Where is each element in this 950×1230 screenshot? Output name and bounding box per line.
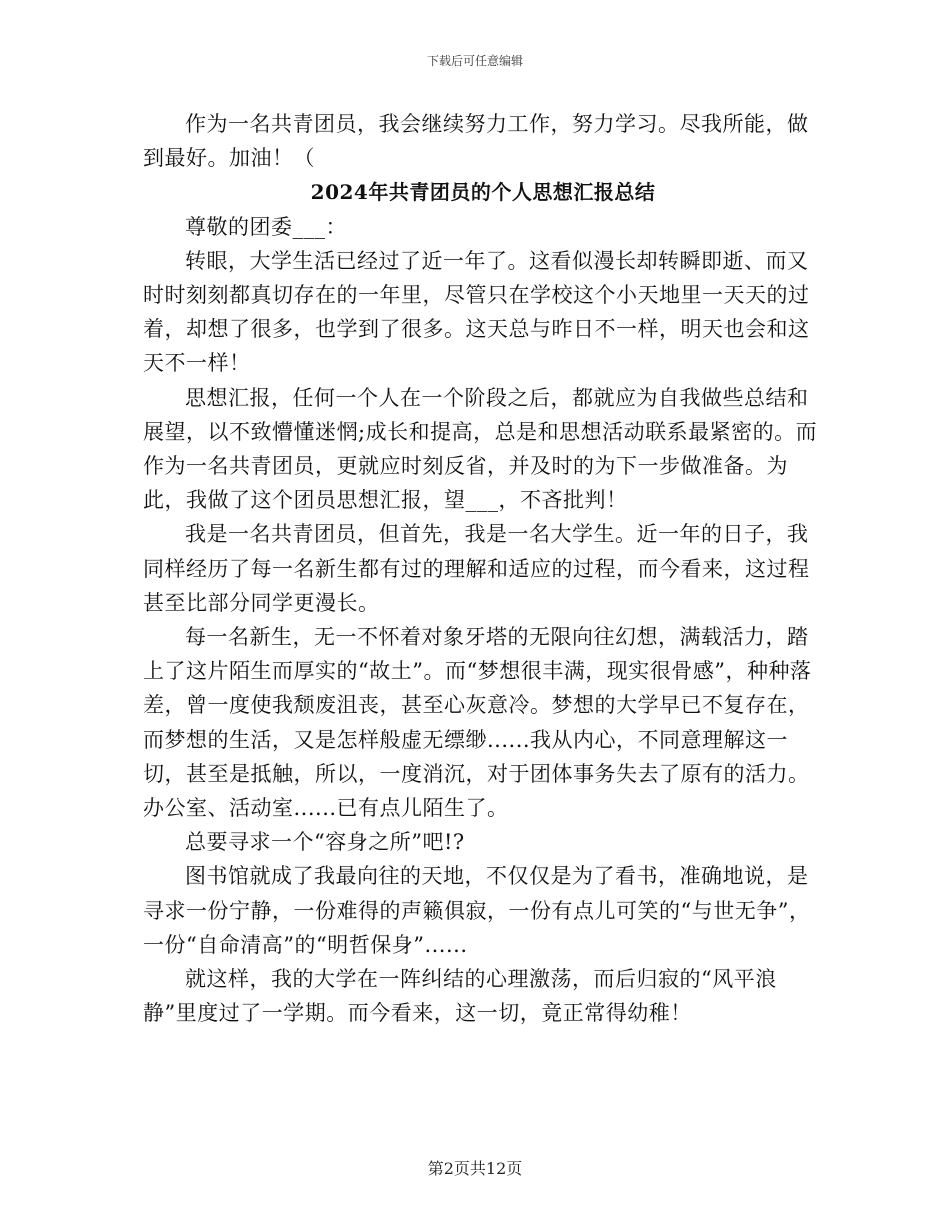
page-number: 第2页共12页 bbox=[427, 1159, 523, 1178]
paragraph: 每一名新生，无一不怀着对象牙塔的无限向往幻想，满载活力，踏上了这片陌生而厚实的“故土”。而“梦想很丰满，现实很骨感”，种种落差，曾一度使我颓废沮丧，甚至心灰意冷。梦想的大学早已不复存在，而梦想的生活，又是怎样般虚无缥缈......我从内心，不同意理解这一切，甚至是抵触，所以，一度消沉，对于团体事务失去了原有的活力。办公室、活动室......已有点儿陌生了。 bbox=[143, 625, 812, 821]
paragraph: 转眼，大学生活已经过了近一年了。这看似漫长却转瞬即逝、而又时时刻刻都真切存在的一年里，尽管只在学校这个小天地里一天天的过着，却想了很多，也学到了很多。这天总与昨日不一样，明天也会和这天不一样！ bbox=[143, 248, 810, 376]
paragraph: 图书馆就成了我最向往的天地，不仅仅是为了看书，准确地说，是寻求一份宁静，一份难得的声籁俱寂，一份有点儿可笑的“与世无争”，一份“自命清高”的“明哲保身”...... bbox=[143, 864, 811, 957]
paragraph: 作为一名共青团员，我会继续努力工作，努力学习。尽我所能，做到最好。加油！（ bbox=[143, 112, 809, 171]
page-header: 下载后可任意编辑 bbox=[426, 54, 523, 68]
paragraph: 思想汇报，任何一个人在一个阶段之后，都就应为自我做些总结和展望，以不致懵懂迷惘;成长和提高，总是和思想活动联系最紧密的。而作为一名共青团员，更就应时刻反省，并及时的为下一步做准备。为此，我做了这个团员思想汇报，望___，不吝批判！ bbox=[143, 385, 818, 513]
paragraph: 总要寻求一个“容身之所”吧!? bbox=[185, 830, 465, 855]
paragraph: 就这样，我的大学在一阵纠结的心理激荡，而后归寂的“风平浪静”里度过了一学期。而今看来，这一切，竟正常得幼稚！ bbox=[143, 967, 777, 1026]
document-body bbox=[143, 107, 823, 1030]
section-title: 2024年共青团员的个人思想汇报总结 bbox=[310, 180, 656, 205]
salutation: 尊敬的团委___： bbox=[185, 214, 347, 239]
paragraph: 我是一名共青团员，但首先，我是一名大学生。近一年的日子，我同样经历了每一名新生都有过的理解和适应的过程，而今看来，这过程甚至比部分同学更漫长。 bbox=[143, 522, 810, 615]
